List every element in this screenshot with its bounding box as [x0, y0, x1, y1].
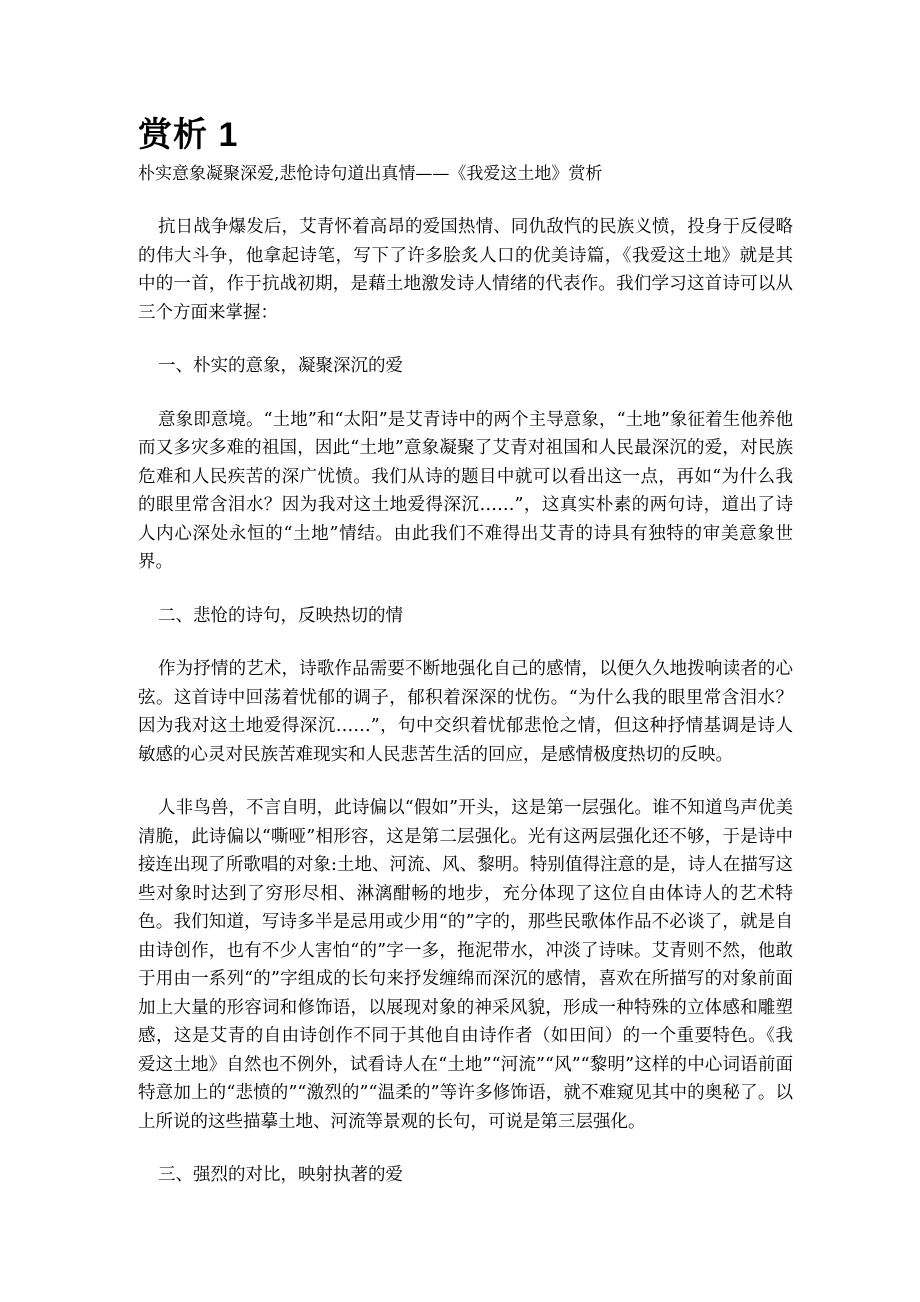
- intro-paragraph: 抗日战争爆发后，艾青怀着高昂的爱国热情、同仇敌忾的民族义愤，投身于反侵略的伟大斗争，他拿起诗笔，写下了许多脍炙人口的优美诗篇，《我爱这土地》就是其中的一首，作于抗战初期，是藉土地激发诗人情绪的代表作。我们学习这首诗可以从三个方面来掌握：: [138, 217, 793, 323]
- section-2-paragraph-1: 作为抒情的艺术，诗歌作品需要不断地强化自己的感情，以便久久地拨响读者的心弦。这首诗中回荡着忧郁的调子，郁积着深深的忧伤。“为什么我的眼里常含泪水？因为我对这土地爱得深沉……”，句中交织着忧郁悲怆之情，但这种抒情基调是诗人敏感的心灵对民族苦难现实和人民悲苦生活的回应，是感情极度热切的反映。: [138, 659, 793, 765]
- document-page: [138, 112, 793, 1215]
- section-2-paragraph-2: 人非鸟兽，不言自明，此诗偏以“假如”开头，这是第一层强化。谁不知道鸟声优美清脆，此诗偏以“嘶哑”相形容，这是第二层强化。光有这两层强化还不够，于是诗中接连出现了所歌唱的对象:土地、河流、风、黎明。特别值得注意的是，诗人在描写这些对象时达到了穷形尽相、淋漓酣畅的地步，充分体现了这位自由体诗人的艺术特色。我们知道，写诗多半是忌用或少用“的”字的，那些民歌体作品不必谈了，就是自由诗创作，也有不少人害怕“的”字一多，拖泥带水，冲淡了诗味。艾青则不然，他敢于用由一系列“的”字组成的长句来抒发缠绵而深沉的感情，喜欢在所描写的对象前面加上大量的形容词和修饰语，以展现对象的神采风貌，形成一种特殊的立体感和雕塑感，这是艾青的自由诗创作不同于其他自由诗作者（如田间）的一个重要特色。《我爱这土地》自然也不例外，试看诗人在“土地”“河流”“风”“黎明”这样的中心词语前面特意加上的“悲愤的”“激烈的”“温柔的”等许多修饰语，就不难窥见其中的奥秘了。以上所说的这些描摹土地、河流等景观的长句，可说是第三层强化。: [138, 798, 793, 1132]
- subtitle: 朴实意象凝聚深爱,悲怆诗句道出真情——《我爱这土地》赏析: [138, 164, 603, 184]
- page-title: 赏析 1: [138, 116, 239, 154]
- section-heading-3: 三、强烈的对比，映射执著的爱: [158, 1165, 403, 1185]
- section-1-paragraph: 意象即意境。“土地”和“太阳”是艾青诗中的两个主导意象，“土地”象征着生他养他而又多灾多难的祖国，因此“土地”意象凝聚了艾青对祖国和人民最深沉的爱，对民族危难和人民疾苦的深广忧愤。我们从诗的题目中就可以看出这一点，再如“为什么我的眼里常含泪水？因为我对这土地爱得深沉……”，这真实朴素的两句诗，道出了诗人内心深处永恒的“土地”情结。由此我们不难得出艾青的诗具有独特的审美意象世界。: [138, 409, 793, 572]
- section-heading-1: 一、朴实的意象，凝聚深沉的爱: [158, 356, 403, 376]
- section-heading-2: 二、悲怆的诗句，反映热切的情: [158, 605, 403, 626]
